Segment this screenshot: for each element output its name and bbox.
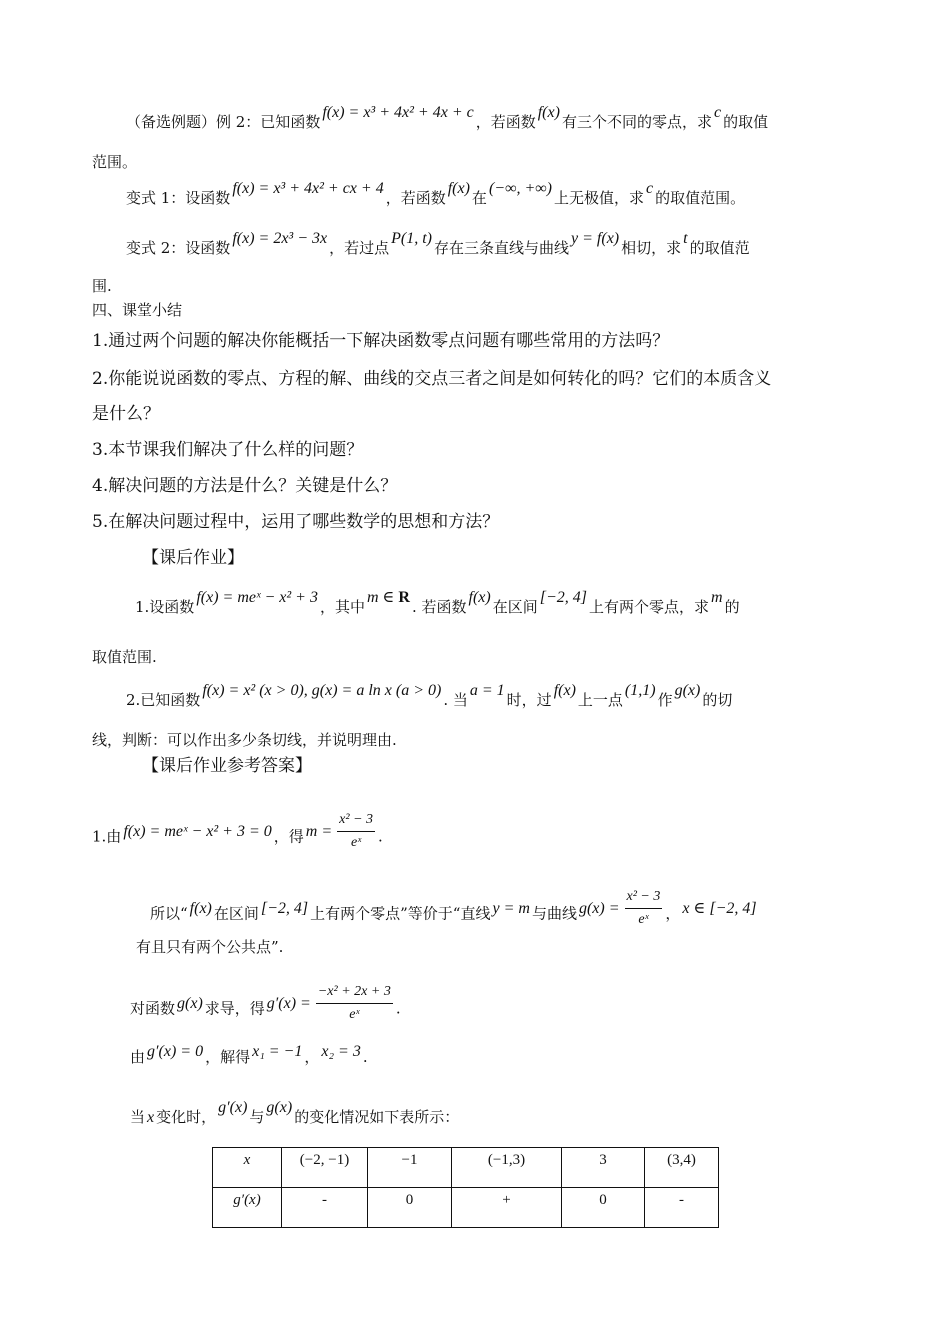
- table-cell: +: [452, 1188, 562, 1228]
- text: 的取值范: [689, 239, 750, 257]
- formula: x: [147, 1109, 155, 1126]
- table-cell: g′(x): [213, 1188, 282, 1228]
- summary-q2a: 2.你能说说函数的零点、方程的解、曲线的交点三者之间是如何转化的吗？它们的本质含义: [92, 369, 772, 389]
- text: 与曲线: [531, 904, 577, 923]
- numerator: x² − 3: [625, 887, 663, 909]
- text: 作: [657, 691, 673, 709]
- text: 存在三条直线与曲线: [434, 239, 570, 257]
- table-header-row: [213, 1148, 719, 1188]
- formula: y = m: [492, 899, 530, 917]
- variation-table: [212, 1147, 719, 1228]
- text: 时，过: [506, 691, 552, 709]
- summary-q3: 3.本节课我们解决了什么样的问题？: [92, 440, 364, 460]
- formula: f(x) = x³ + 4x² + cx + 4: [232, 180, 384, 197]
- text: .: [395, 999, 401, 1018]
- table-cell: 0: [368, 1188, 452, 1228]
- text: 在: [471, 189, 487, 207]
- text: ，若函数: [475, 113, 536, 131]
- formula: g(x): [266, 1099, 293, 1116]
- example2-line1: [126, 104, 769, 133]
- text: 在区间: [492, 598, 538, 616]
- answers-heading: 【课后作业参考答案】: [142, 756, 312, 776]
- formula: f(x): [553, 682, 576, 699]
- text: 变式 2：设函数: [126, 239, 231, 257]
- fraction: [625, 887, 663, 930]
- denominator: eˣ: [351, 835, 362, 850]
- text: 在区间: [213, 904, 259, 923]
- answer4-line: [130, 1043, 368, 1068]
- homework1-line1: [135, 589, 740, 618]
- numerator: −x² + 2x + 3: [316, 982, 393, 1004]
- summary-q4: 4.解决问题的方法是什么？关键是什么？: [92, 476, 398, 496]
- formula: m: [711, 589, 723, 606]
- summary-q1: 1.通过两个问题的解决你能概括一下解决函数零点问题有哪些常用的方法吗？: [92, 331, 670, 351]
- formula: f(x): [537, 104, 560, 121]
- text: 变化时，: [156, 1108, 217, 1126]
- text: 当: [130, 1108, 146, 1126]
- text: 相切，求: [621, 239, 682, 257]
- answer1-line: [92, 812, 383, 859]
- denominator: eˣ: [638, 912, 649, 927]
- text: 1.设函数: [135, 598, 195, 616]
- formula: x ∈ [−2, 4]: [682, 899, 757, 917]
- text: 求导，得: [204, 999, 265, 1018]
- table-cell: -: [282, 1188, 368, 1228]
- formula: f(x): [189, 899, 212, 917]
- text: 的取值: [723, 113, 769, 131]
- formula: g(x) =: [578, 899, 620, 917]
- text: 上有两个零点，求: [588, 598, 709, 616]
- text: 所以“: [150, 904, 188, 923]
- fraction: [316, 982, 393, 1025]
- formula: c: [713, 104, 722, 121]
- table-cell: (−1,3): [452, 1148, 562, 1188]
- formula: g(x): [674, 682, 701, 699]
- text: ，: [304, 1048, 320, 1066]
- homework2-line1: [126, 682, 733, 711]
- table-cell: (3,4): [645, 1148, 719, 1188]
- text: ，若过点: [329, 239, 390, 257]
- formula: P(1, t): [391, 230, 432, 247]
- summary-heading: 四、课堂小结: [92, 301, 183, 319]
- example2-line2: 范围。: [92, 153, 138, 171]
- formula: m =: [305, 822, 333, 840]
- table-cell: -: [645, 1188, 719, 1228]
- formula: y = f(x): [571, 230, 620, 247]
- homework1-line2: 取值范围.: [92, 648, 157, 666]
- text: ，: [665, 904, 681, 923]
- answer2-line2: 有且只有两个公共点”.: [136, 938, 284, 956]
- text: 的取值范围。: [655, 189, 746, 207]
- table-cell: x: [213, 1148, 282, 1188]
- text: . 当: [443, 691, 468, 709]
- formula: g′(x): [218, 1099, 248, 1116]
- text: ，解得: [205, 1048, 251, 1066]
- text: .: [378, 827, 383, 846]
- variant2-line2: 围.: [92, 277, 112, 295]
- answer3-line: [130, 984, 401, 1031]
- homework2-line2: 线，判断：可以作出多少条切线，并说明理由.: [92, 731, 397, 749]
- table-row: [213, 1188, 719, 1228]
- text: （备选例题）例 2：已知函数: [126, 113, 321, 131]
- formula: x₁ = −1: [252, 1043, 303, 1060]
- formula: f(x) = 2x³ − 3x: [232, 230, 328, 247]
- formula: f(x) = meˣ − x² + 3 = 0: [123, 822, 272, 840]
- denominator: eˣ: [349, 1007, 360, 1022]
- text: 上无极值，求: [554, 189, 645, 207]
- text: . 若函数: [411, 598, 467, 616]
- formula: f(x): [447, 180, 470, 197]
- formula: f(x): [468, 589, 491, 606]
- text: 上一点: [577, 691, 623, 709]
- answer5-line: [130, 1099, 460, 1128]
- text: 有三个不同的零点，求: [561, 113, 712, 131]
- formula: m ∈: [367, 589, 399, 606]
- text: 由: [130, 1048, 146, 1066]
- formula: g′(x) =: [266, 994, 311, 1012]
- formula: f(x) = meˣ − x² + 3: [196, 589, 318, 606]
- formula: g(x): [177, 994, 203, 1012]
- formula: [−2, 4]: [260, 899, 309, 917]
- summary-q5: 5.在解决问题过程中，运用了哪些数学的思想和方法？: [92, 512, 500, 532]
- text: 的变化情况如下表所示：: [294, 1108, 460, 1126]
- formula: f(x) = x² (x > 0), g(x) = a ln x (a > 0): [202, 682, 442, 699]
- formula: (−∞, +∞): [488, 180, 552, 197]
- table-cell: (−2, −1): [282, 1148, 368, 1188]
- text: 2.已知函数: [126, 691, 201, 709]
- formula: (1,1): [624, 682, 656, 699]
- text: 上有两个零点”等价于“直线: [310, 904, 491, 923]
- formula: a = 1: [469, 682, 505, 699]
- variant2-line1: [126, 230, 750, 259]
- summary-q2b: 是什么？: [92, 404, 160, 424]
- formula: f(x) = x³ + 4x² + 4x + c: [322, 104, 474, 121]
- text: ，其中: [319, 598, 365, 616]
- text: .: [362, 1048, 368, 1066]
- formula: c: [646, 180, 654, 197]
- text: ，得: [273, 827, 304, 846]
- answer2-line1: [150, 889, 759, 936]
- formula: t: [683, 230, 688, 247]
- formula-set: R: [398, 589, 410, 606]
- text: 1.由: [92, 827, 122, 846]
- text: 变式 1：设函数: [126, 189, 231, 207]
- numerator: x² − 3: [337, 810, 375, 832]
- table-cell: 0: [562, 1188, 645, 1228]
- table-cell: −1: [368, 1148, 452, 1188]
- text: 的: [724, 598, 740, 616]
- text: ，若函数: [385, 189, 446, 207]
- text: 与: [249, 1108, 265, 1126]
- text: 对函数: [130, 999, 176, 1018]
- variant1-line: [126, 180, 746, 209]
- table-cell: 3: [562, 1148, 645, 1188]
- formula: g′(x) = 0: [147, 1043, 204, 1060]
- text: 的切: [702, 691, 733, 709]
- fraction: [337, 810, 375, 853]
- formula: [−2, 4]: [539, 589, 587, 606]
- homework-heading: 【课后作业】: [142, 548, 244, 568]
- formula: x₂ = 3: [321, 1043, 361, 1060]
